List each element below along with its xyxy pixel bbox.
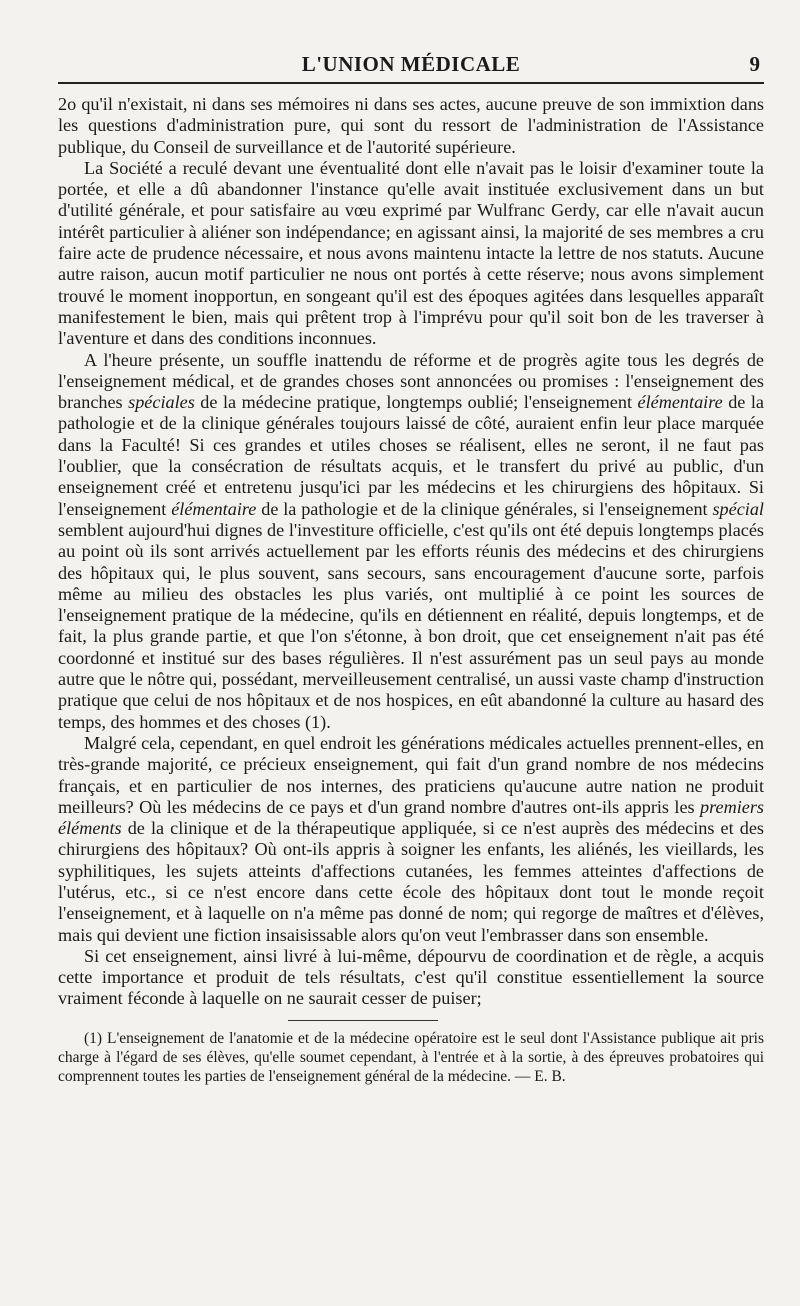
italic-term: premiers éléments [58, 796, 764, 839]
text-run: de la pathologie et de la clinique générales toujours laissé de côté, auraient enfin leur place marquée dans la Faculté! Si ces grandes et utiles choses se réalisent, elles ne seront, il ne faut pas l'oublier, que la consécration de résultats acquis, et le transfert du privé au public, d'un enseignement créé et entretenu jusqu'ici par les médecins et les chirurgiens des hôpitaux. Si l'enseignement [58, 392, 764, 519]
text-run: de la médecine pratique, longtemps oublié; l'enseignement [194, 392, 638, 413]
running-head [58, 48, 764, 82]
text-run: Si cet enseignement, ainsi livré à lui-même, dépourvu de coordination et de règle, a acquis cette importance et produit de tels résultats, c'est qu'il constitue essentiellement la source vraiment féconde à laquelle on ne saurait cesser de puiser; [58, 945, 764, 1009]
article-body [58, 94, 764, 1010]
paragraph-p1 [58, 94, 764, 158]
page-number: 9 [749, 52, 760, 76]
header-rule [58, 82, 764, 84]
paragraph-p3 [58, 350, 764, 733]
page [58, 48, 764, 1288]
text-run: A l'heure présente, un souffle inattendu de réforme et de progrès agite tous les degrés de l'enseignement médical, et de grandes choses sont annoncées ou promises : l'enseignement des branches [58, 349, 764, 413]
text-run: de la clinique et de la thérapeutique appliquée, si ce n'est auprès des médecins et des chirurgiens des hôpitaux? Où ont-ils appris à soigner les enfants, les aliénés, les vieillards, les syphilitiques, les sujets atteints d'affections cutanées, les femmes atteintes d'affections de l'utérus, etc., si ce n'est encore dans cette école des hôpitaux dont tout le monde reçoit l'enseignement, et à laquelle on n'a même pas donné de nom; qui regorge de maîtres et d'élèves, mais qui devient une fiction insaisissable alors qu'on veut l'embrasser dans son ensemble. [58, 818, 764, 945]
italic-term: spécial [712, 498, 764, 519]
italic-term: élémentaire [171, 498, 257, 519]
text-run: de la pathologie et de la clinique générales, si l'enseignement [256, 498, 713, 519]
text-run: La Société a reculé devant une éventualité dont elle n'avait pas le loisir d'examiner toute la portée, et elle a dû abandonner l'instance qu'elle avait instituée exclusivement dans un but d'utilité générale, et pour satisfaire au vœu exprimé par Wulfranc Gerdy, car elle n'avait aucun intérêt particulier à aliéner son indépendance; en agissant ainsi, la majorité de ses membres a cru faire acte de prudence nécessaire, et nous avons maintenu intacte la lettre de nos statuts. Aucune autre raison, aucun motif particulier ne nous ont portés à cette réserve; nous avons simplement trouvé le moment inopportun, en songeant qu'il est des époques agitées dans lesquelles apparaît manifestement le bien, mais qui prêtent trop à l'imprévu pour qu'il soit bon de les traverser à l'aventure et dans des conditions inconnues. [58, 157, 764, 349]
paragraph-p2 [58, 158, 764, 350]
footnote-rule [288, 1020, 438, 1021]
italic-term: élémentaire [637, 392, 723, 413]
text-run: semblent aujourd'hui dignes de l'investiture officielle, c'est qu'ils ont été depuis longtemps placés au point où ils sont arrivés actuellement par les efforts réunis des médecins et des chirurgiens des hôpitaux qui, le plus souvent, sans secours, sans encouragement d'aucune sorte, parfois même au milieu des obstacles les plus variés, ont multiplié à ce point les sources de l'enseignement pratique de la médecine, qu'ils en détiennent en réalité, depuis longtemps, et de fait, la plus grande partie, et que l'on s'étonne, à bon droit, que cet enseignement n'ait pas été coordonné et institué sur des bases régulières. Il n'est assurément pas un seul pays au monde autre que le nôtre qui, possédant, merveilleusement centralisé, un aussi vaste champ d'instruction pratique que celui de nos hôpitaux et de nos hospices, en eût abandonné la culture au hasard des temps, des hommes et des choses (1). [58, 519, 764, 732]
paragraph-p4 [58, 733, 764, 946]
journal-title: L'UNION MÉDICALE [301, 52, 521, 76]
text-run: 2o qu'il n'existait, ni dans ses mémoires ni dans ses actes, aucune preuve de son immixtion dans les questions d'administration pure, qui sont du ressort de l'administration de l'Assistance publique, du Conseil de surveillance et de l'autorité supérieure. [58, 94, 764, 157]
footnote: (1) L'enseignement de l'anatomie et de la médecine opératoire est le seul dont l'Assistance publique ait pris charge à l'égard de ses élèves, qu'elle soumet cependant, à l'entrée et à la sortie, à des épreuves probatoires qui comprennent toutes les parties de l'enseignement général de la médecine. — E. B. [58, 1029, 764, 1085]
text-run: Malgré cela, cependant, en quel endroit les générations médicales actuelles prennent-elles, en très-grande majorité, ce précieux enseignement, qui fait d'un grand nombre de nos médecins français, et en particulier de nos internes, des praticiens qu'aucune autre nation ne produit meilleurs? Où les médecins de ce pays et d'un grand nombre d'autres ont-ils appris les [58, 732, 764, 817]
paragraph-p5 [58, 946, 764, 1010]
italic-term: spéciales [128, 392, 195, 413]
